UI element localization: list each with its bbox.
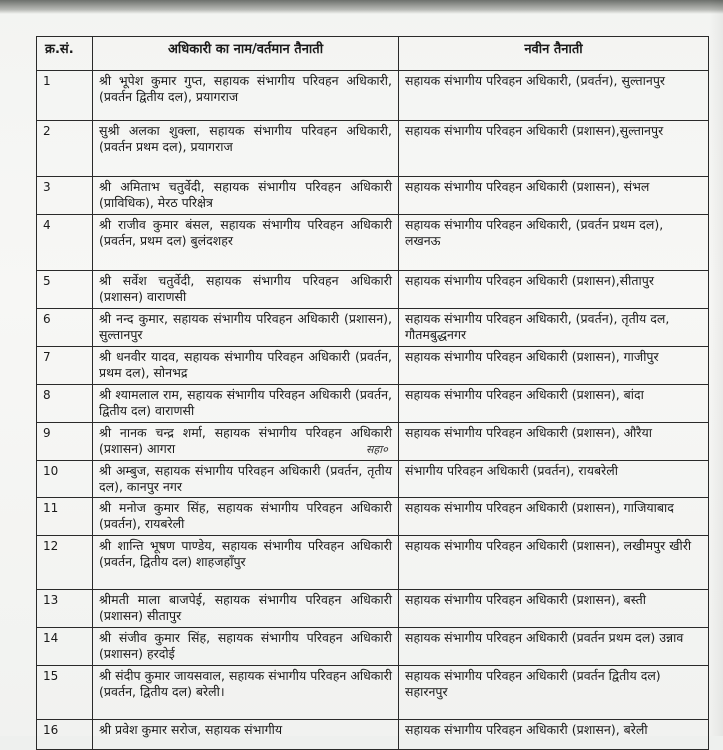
table-row bbox=[37, 385, 709, 423]
row-serial: 9 bbox=[37, 423, 93, 461]
handwritten-annotation: सहा० bbox=[366, 443, 388, 456]
row-new-posting: सहायक संभागीय परिवहन अधिकारी (प्रशासन),सीतापुर bbox=[399, 271, 709, 309]
row-serial: 4 bbox=[37, 215, 93, 271]
table-row bbox=[37, 628, 709, 666]
header-officer: अधिकारी का नाम/वर्तमान तैनाती bbox=[93, 37, 399, 71]
row-serial: 5 bbox=[37, 271, 93, 309]
row-new-posting: सहायक संभागीय परिवहन अधिकारी, (प्रवर्तन प्रथम दल), लखनऊ bbox=[399, 215, 709, 271]
row-serial: 11 bbox=[37, 498, 93, 536]
row-serial: 7 bbox=[37, 347, 93, 385]
row-new-posting: संभागीय परिवहन अधिकारी (प्रवर्तन), रायबरेली bbox=[399, 461, 709, 498]
row-new-posting: सहायक संभागीय परिवहन अधिकारी (प्रशासन), गाजीपुर bbox=[399, 347, 709, 385]
row-officer: श्री राजीव कुमार बंसल, सहायक संभागीय परिवहन अधिकारी (प्रवर्तन, प्रथम दल) बुलंदशहर bbox=[93, 215, 399, 271]
table-row bbox=[37, 666, 709, 720]
row-new-posting: सहायक संभागीय परिवहन अधिकारी (प्रशासन), गाजियाबाद bbox=[399, 498, 709, 536]
table-row bbox=[37, 536, 709, 590]
header-serial: क्र.सं. bbox=[37, 37, 93, 71]
row-officer: श्री अमिताभ चतुर्वेदी, सहायक संभागीय परिवहन अधिकारी (प्राविधिक), मेरठ परिक्षेत्र bbox=[93, 177, 399, 215]
row-new-posting: सहायक संभागीय परिवहन अधिकारी (प्रशासन), औरैया bbox=[399, 423, 709, 461]
page-edge-shadow bbox=[709, 0, 723, 736]
row-serial: 2 bbox=[37, 121, 93, 177]
table-row bbox=[37, 720, 709, 750]
table-row bbox=[37, 347, 709, 385]
row-officer: श्री मनोज कुमार सिंह, सहायक संभागीय परिवहन अधिकारी (प्रवर्तन), रायबरेली bbox=[93, 498, 399, 536]
row-new-posting: सहायक संभागीय परिवहन अधिकारी (प्रशासन), लखीमपुर खीरी bbox=[399, 536, 709, 590]
row-serial: 10 bbox=[37, 461, 93, 498]
row-officer: श्री भूपेश कुमार गुप्त, सहायक संभागीय परिवहन अधिकारी, (प्रवर्तन द्वितीय दल), प्रयागराज bbox=[93, 71, 399, 121]
row-new-posting: सहायक संभागीय परिवहन अधिकारी, (प्रवर्तन), तृतीय दल, गौतमबुद्धनगर bbox=[399, 309, 709, 347]
page-top-shadow bbox=[0, 0, 723, 14]
row-officer: श्री श्यामलाल राम, सहायक संभागीय परिवहन अधिकारी (प्रवर्तन, द्वितीय दल) वाराणसी bbox=[93, 385, 399, 423]
table-row bbox=[37, 498, 709, 536]
row-officer: श्री शान्ति भूषण पाण्डेय, सहायक संभागीय परिवहन अधिकारी (प्रवर्तन, द्वितीय दल) शाहजहाँपुर bbox=[93, 536, 399, 590]
row-serial: 16 bbox=[37, 720, 93, 750]
row-officer: श्री नन्द कुमार, सहायक संभागीय परिवहन अधिकारी (प्रशासन), सुल्तानपुर bbox=[93, 309, 399, 347]
row-serial: 1 bbox=[37, 71, 93, 121]
row-new-posting: सहायक संभागीय परिवहन अधिकारी (प्रशासन), संभल bbox=[399, 177, 709, 215]
row-serial: 15 bbox=[37, 666, 93, 720]
row-officer: श्री धनवीर यादव, सहायक संभागीय परिवहन अधिकारी (प्रवर्तन, प्रथम दल), सोनभद्र bbox=[93, 347, 399, 385]
row-officer: श्री संदीप कुमार जायसवाल, सहायक संभागीय परिवहन अधिकारी (प्रवर्तन, द्वितीय दल) बरेली। bbox=[93, 666, 399, 720]
table-row bbox=[37, 177, 709, 215]
row-new-posting: सहायक संभागीय परिवहन अधिकारी (प्रवर्तन प्रथम दल) उन्नाव bbox=[399, 628, 709, 666]
row-officer: श्री नानक चन्द्र शर्मा, सहायक संभागीय परिवहन अधिकारी (प्रशासन) आगरा bbox=[93, 423, 399, 461]
row-officer: श्री सर्वेश चतुर्वेदी, सहायक संभागीय परिवहन अधिकारी (प्रशासन) वाराणसी bbox=[93, 271, 399, 309]
table-row bbox=[37, 215, 709, 271]
table-row bbox=[37, 461, 709, 498]
table-row bbox=[37, 309, 709, 347]
row-officer: श्री अम्बुज, सहायक संभागीय परिवहन अधिकारी (प्रवर्तन, तृतीय दल), कानपुर नगर bbox=[93, 461, 399, 498]
row-new-posting: सहायक संभागीय परिवहन अधिकारी (प्रवर्तन द्वितीय दल) सहारनपुर bbox=[399, 666, 709, 720]
row-new-posting: सहायक संभागीय परिवहन अधिकारी, (प्रवर्तन), सुल्तानपुर bbox=[399, 71, 709, 121]
row-officer: श्री संजीव कुमार सिंह, सहायक संभागीय परिवहन अधिकारी (प्रशासन) हरदोई bbox=[93, 628, 399, 666]
transfer-table bbox=[36, 36, 709, 750]
row-serial: 12 bbox=[37, 536, 93, 590]
row-serial: 8 bbox=[37, 385, 93, 423]
row-serial: 13 bbox=[37, 590, 93, 628]
table-row bbox=[37, 271, 709, 309]
row-serial: 6 bbox=[37, 309, 93, 347]
table-row bbox=[37, 121, 709, 177]
row-serial: 3 bbox=[37, 177, 93, 215]
row-new-posting: सहायक संभागीय परिवहन अधिकारी (प्रशासन),सुल्तानपुर bbox=[399, 121, 709, 177]
row-officer: सुश्री अलका शुक्ला, सहायक संभागीय परिवहन अधिकारी, (प्रवर्तन प्रथम दल), प्रयागराज bbox=[93, 121, 399, 177]
row-officer: श्री प्रवेश कुमार सरोज, सहायक संभागीय bbox=[93, 720, 399, 750]
row-new-posting: सहायक संभागीय परिवहन अधिकारी (प्रशासन), बरेली bbox=[399, 720, 709, 750]
table-row bbox=[37, 71, 709, 121]
table-header-row bbox=[37, 37, 709, 71]
row-officer: श्रीमती माला बाजपेई, सहायक संभागीय परिवहन अधिकारी (प्रशासन) सीतापुर bbox=[93, 590, 399, 628]
row-new-posting: सहायक संभागीय परिवहन अधिकारी (प्रशासन), बांदा bbox=[399, 385, 709, 423]
row-serial: 14 bbox=[37, 628, 93, 666]
row-new-posting: सहायक संभागीय परिवहन अधिकारी (प्रशासन), बस्ती bbox=[399, 590, 709, 628]
table-row bbox=[37, 590, 709, 628]
header-new-posting: नवीन तैनाती bbox=[399, 37, 709, 71]
